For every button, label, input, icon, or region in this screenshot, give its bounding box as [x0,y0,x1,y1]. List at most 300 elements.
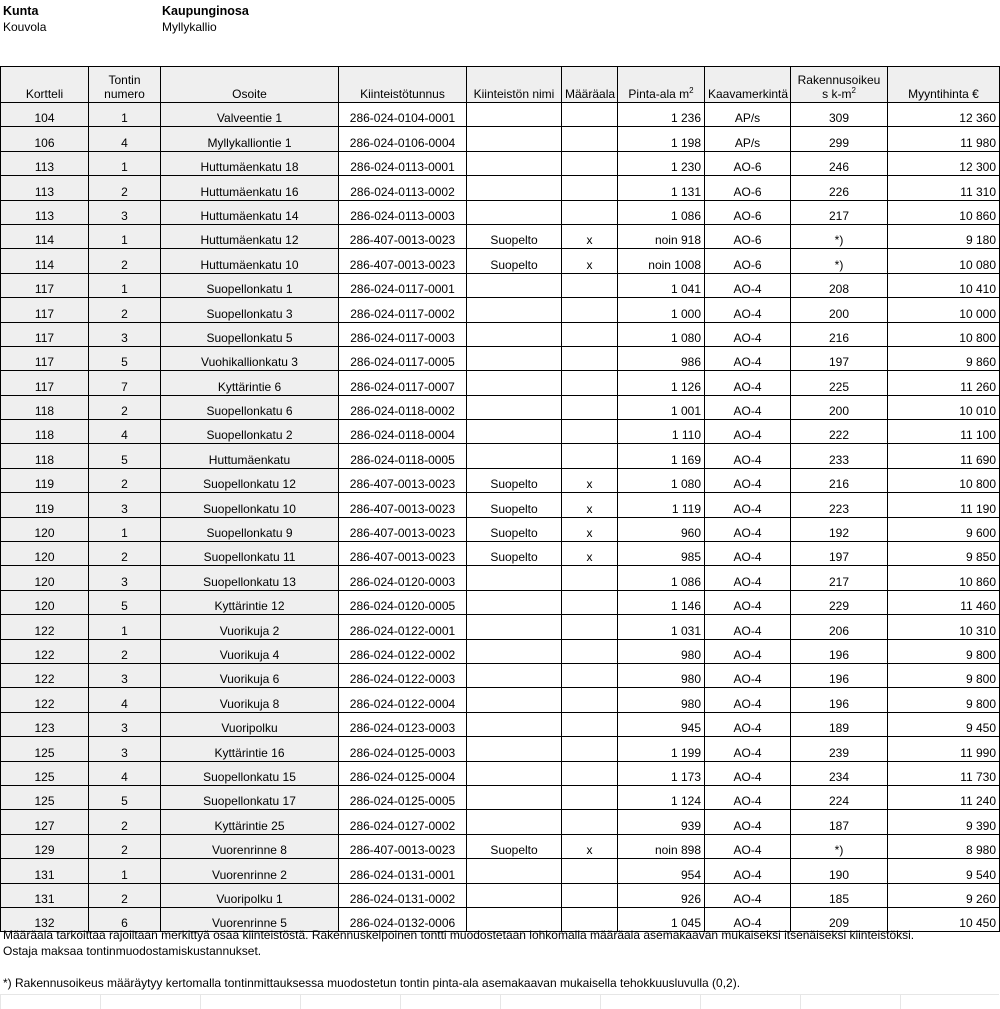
cell-kortteli: 114 [1,249,89,273]
cell-kiinteiston-nimi [467,176,562,200]
cell-kaavamerkinta: AO-4 [705,810,791,834]
cell-maaraala [562,810,618,834]
cell-kiinteistotunnus: 286-024-0117-0007 [339,371,467,395]
cell-kiinteistotunnus: 286-024-0117-0003 [339,322,467,346]
cell-tontin-numero: 4 [89,688,161,712]
cell-kaavamerkinta: AO-6 [705,224,791,248]
cell-osoite: Suopellonkatu 11 [161,542,339,566]
cell-maaraala [562,371,618,395]
cell-rakennusoikeus: *) [791,224,888,248]
cell-kortteli: 113 [1,176,89,200]
cell-pinta-ala: noin 898 [618,834,705,858]
cell-myyntihinta: 9 390 [888,810,1000,834]
table-row [1,444,1000,468]
cell-maaraala: x [562,249,618,273]
note-rakennusoikeus [3,976,993,992]
cell-kiinteiston-nimi [467,615,562,639]
cell-tontin-numero: 4 [89,761,161,785]
cell-kiinteistotunnus: 286-024-0123-0003 [339,712,467,736]
cell-maaraala [562,639,618,663]
cell-kaavamerkinta: AO-4 [705,517,791,541]
cell-kiinteiston-nimi [467,444,562,468]
cell-kortteli: 120 [1,566,89,590]
table-row [1,346,1000,370]
table-row [1,176,1000,200]
cell-kiinteiston-nimi [467,103,562,127]
cell-tontin-numero: 5 [89,444,161,468]
kunta-label: Kunta [3,4,39,18]
cell-rakennusoikeus: 309 [791,103,888,127]
cell-kiinteiston-nimi [467,663,562,687]
cell-tontin-numero: 2 [89,395,161,419]
cell-kortteli: 119 [1,468,89,492]
table-row [1,493,1000,517]
col-tontin-numero: Tontin numero [89,67,161,103]
table-row [1,127,1000,151]
cell-kortteli: 117 [1,322,89,346]
table-row [1,590,1000,614]
cell-myyntihinta: 10 450 [888,907,1000,931]
cell-tontin-numero: 2 [89,639,161,663]
cell-kiinteiston-nimi [467,737,562,761]
cell-osoite: Suopellonkatu 2 [161,420,339,444]
cell-osoite: Vuorikuja 2 [161,615,339,639]
cell-maaraala: x [562,468,618,492]
cell-kortteli: 122 [1,663,89,687]
cell-pinta-ala: 1 131 [618,176,705,200]
table-row [1,420,1000,444]
col-kortteli: Kortteli [1,67,89,103]
cell-pinta-ala: 1 173 [618,761,705,785]
cell-kortteli: 118 [1,444,89,468]
cell-pinta-ala: 1 199 [618,737,705,761]
cell-kiinteistotunnus: 286-024-0113-0001 [339,151,467,175]
table-row [1,566,1000,590]
cell-pinta-ala: 1 086 [618,200,705,224]
cell-osoite: Myllykalliontie 1 [161,127,339,151]
cell-tontin-numero: 2 [89,298,161,322]
cell-pinta-ala: 1 230 [618,151,705,175]
cell-kaavamerkinta: AO-4 [705,542,791,566]
table-row [1,761,1000,785]
cell-rakennusoikeus: 196 [791,663,888,687]
cell-maaraala [562,395,618,419]
cell-kortteli: 104 [1,103,89,127]
cell-maaraala [562,176,618,200]
cell-maaraala [562,590,618,614]
cell-osoite: Huttumäenkatu 12 [161,224,339,248]
cell-kiinteistotunnus: 286-024-0122-0004 [339,688,467,712]
cell-kiinteiston-nimi: Suopelto [467,249,562,273]
cell-pinta-ala: 945 [618,712,705,736]
cell-tontin-numero: 1 [89,151,161,175]
cell-tontin-numero: 7 [89,371,161,395]
cell-maaraala: x [562,834,618,858]
cell-kiinteistotunnus: 286-024-0125-0003 [339,737,467,761]
cell-tontin-numero: 1 [89,224,161,248]
cell-myyntihinta: 11 260 [888,371,1000,395]
cell-kiinteiston-nimi: Suopelto [467,834,562,858]
table-row [1,639,1000,663]
cell-rakennusoikeus: 189 [791,712,888,736]
cell-tontin-numero: 3 [89,712,161,736]
cell-kiinteistotunnus: 286-407-0013-0023 [339,542,467,566]
cell-rakennusoikeus: *) [791,249,888,273]
cell-maaraala [562,883,618,907]
cell-kiinteiston-nimi [467,127,562,151]
col-kaavamerkinta: Kaavamerkintä [705,67,791,103]
cell-kiinteistotunnus: 286-024-0106-0004 [339,127,467,151]
cell-kaavamerkinta: AP/s [705,127,791,151]
col-kiinteiston-nimi: Kiinteistön nimi [467,67,562,103]
cell-maaraala [562,859,618,883]
kaupunginosa-label: Kaupunginosa [162,4,249,18]
cell-rakennusoikeus: 223 [791,493,888,517]
cell-kiinteistotunnus: 286-407-0013-0023 [339,834,467,858]
cell-pinta-ala: 980 [618,688,705,712]
cell-kaavamerkinta: AO-4 [705,493,791,517]
cell-pinta-ala: 1 086 [618,566,705,590]
cell-kiinteiston-nimi [467,273,562,297]
cell-kiinteiston-nimi [467,322,562,346]
cell-maaraala [562,688,618,712]
cell-kiinteiston-nimi [467,346,562,370]
kunta-value: Kouvola [3,20,47,34]
cell-kiinteiston-nimi [467,420,562,444]
cell-myyntihinta: 9 800 [888,688,1000,712]
cell-tontin-numero: 2 [89,176,161,200]
cell-tontin-numero: 2 [89,542,161,566]
cell-kiinteistotunnus: 286-024-0122-0001 [339,615,467,639]
table-row [1,371,1000,395]
cell-rakennusoikeus: 200 [791,298,888,322]
cell-kiinteiston-nimi [467,371,562,395]
cell-pinta-ala: 1 146 [618,590,705,614]
cell-osoite: Huttumäenkatu 10 [161,249,339,273]
cell-osoite: Huttumäenkatu 18 [161,151,339,175]
cell-pinta-ala: 1 000 [618,298,705,322]
cell-maaraala [562,346,618,370]
cell-maaraala [562,444,618,468]
cell-kortteli: 129 [1,834,89,858]
col-rakennusoikeus: Rakennusoikeu s $k-m^2$ [791,67,888,103]
col-myyntihinta: Myyntihinta € [888,67,1000,103]
col-kiinteistotunnus: Kiinteistötunnus [339,67,467,103]
cell-kiinteistotunnus: 286-407-0013-0023 [339,249,467,273]
cell-kortteli: 113 [1,200,89,224]
cell-kiinteistotunnus: 286-024-0125-0004 [339,761,467,785]
cell-osoite: Suopellonkatu 13 [161,566,339,590]
cell-tontin-numero: 2 [89,834,161,858]
cell-pinta-ala: 1 110 [618,420,705,444]
cell-kiinteistotunnus: 286-024-0131-0001 [339,859,467,883]
cell-kaavamerkinta: AO-6 [705,176,791,200]
cell-kaavamerkinta: AO-6 [705,151,791,175]
cell-kaavamerkinta: AO-4 [705,859,791,883]
cell-osoite: Vuorikuja 8 [161,688,339,712]
cell-pinta-ala: 1 001 [618,395,705,419]
cell-kaavamerkinta: AO-4 [705,322,791,346]
table-row [1,468,1000,492]
table-row [1,883,1000,907]
cell-pinta-ala: 1 041 [618,273,705,297]
cell-kortteli: 106 [1,127,89,151]
cell-pinta-ala: 960 [618,517,705,541]
cell-rakennusoikeus: 197 [791,346,888,370]
cell-maaraala [562,298,618,322]
cell-kortteli: 120 [1,542,89,566]
cell-kiinteiston-nimi: Suopelto [467,224,562,248]
cell-osoite: Vuorenrinne 5 [161,907,339,931]
cell-myyntihinta: 10 080 [888,249,1000,273]
cell-pinta-ala: noin 918 [618,224,705,248]
note-maaraala [3,928,993,959]
sheet-gridlines [0,994,999,1009]
cell-rakennusoikeus: 216 [791,468,888,492]
cell-pinta-ala: 1 080 [618,468,705,492]
cell-kiinteistotunnus: 286-024-0122-0003 [339,663,467,687]
cell-osoite: Huttumäenkatu 16 [161,176,339,200]
cell-kiinteiston-nimi [467,298,562,322]
cell-kortteli: 120 [1,517,89,541]
cell-tontin-numero: 5 [89,785,161,809]
cell-kiinteistotunnus: 286-024-0117-0005 [339,346,467,370]
cell-kaavamerkinta: AO-6 [705,249,791,273]
note-line-1: Määräala tarkoittaa rajoiltaan merkittyä osaa kiinteistöstä. Rakennuskelpoinen tontti muodostetaan lohkomalla määräala asemakaavan mukaiseksi itsenäiseksi kiinteistöksi. [3,928,915,942]
cell-myyntihinta: 11 690 [888,444,1000,468]
cell-rakennusoikeus: 196 [791,688,888,712]
cell-kiinteistotunnus: 286-024-0113-0003 [339,200,467,224]
table-row [1,273,1000,297]
cell-tontin-numero: 1 [89,859,161,883]
cell-osoite: Huttumäenkatu 14 [161,200,339,224]
cell-rakennusoikeus: 224 [791,785,888,809]
cell-tontin-numero: 4 [89,127,161,151]
cell-rakennusoikeus: 239 [791,737,888,761]
cell-kiinteistotunnus: 286-024-0104-0001 [339,103,467,127]
cell-kortteli: 123 [1,712,89,736]
cell-maaraala [562,737,618,761]
cell-kiinteistotunnus: 286-024-0118-0002 [339,395,467,419]
cell-osoite: Vuoripolku 1 [161,883,339,907]
table-row [1,395,1000,419]
cell-myyntihinta: 9 800 [888,639,1000,663]
cell-tontin-numero: 6 [89,907,161,931]
cell-myyntihinta: 11 310 [888,176,1000,200]
cell-rakennusoikeus: 200 [791,395,888,419]
cell-kiinteistotunnus: 286-024-0118-0005 [339,444,467,468]
cell-kaavamerkinta: AO-4 [705,420,791,444]
cell-kiinteiston-nimi [467,712,562,736]
cell-pinta-ala: 1 169 [618,444,705,468]
cell-pinta-ala: 1 236 [618,103,705,127]
cell-osoite: Huttumäenkatu [161,444,339,468]
cell-osoite: Vuorenrinne 8 [161,834,339,858]
cell-pinta-ala: 1 080 [618,322,705,346]
plot-table [0,66,1000,932]
cell-osoite: Valveentie 1 [161,103,339,127]
cell-tontin-numero: 2 [89,468,161,492]
cell-kiinteiston-nimi [467,810,562,834]
cell-kaavamerkinta: AO-4 [705,395,791,419]
cell-osoite: Vuorikuja 6 [161,663,339,687]
cell-kortteli: 125 [1,737,89,761]
cell-kiinteiston-nimi: Suopelto [467,517,562,541]
table-row [1,688,1000,712]
cell-kiinteiston-nimi [467,883,562,907]
cell-kiinteistotunnus: 286-407-0013-0023 [339,468,467,492]
cell-kiinteiston-nimi: Suopelto [467,493,562,517]
cell-kaavamerkinta: AO-4 [705,785,791,809]
cell-kaavamerkinta: AO-4 [705,298,791,322]
cell-myyntihinta: 9 450 [888,712,1000,736]
cell-pinta-ala: 926 [618,883,705,907]
cell-pinta-ala: 1 031 [618,615,705,639]
table-row [1,663,1000,687]
cell-myyntihinta: 9 180 [888,224,1000,248]
cell-kaavamerkinta: AO-4 [705,639,791,663]
cell-maaraala [562,785,618,809]
cell-maaraala [562,712,618,736]
col-osoite: Osoite [161,67,339,103]
cell-pinta-ala: 1 119 [618,493,705,517]
cell-maaraala [562,127,618,151]
cell-kortteli: 122 [1,688,89,712]
cell-rakennusoikeus: 217 [791,566,888,590]
cell-kaavamerkinta: AO-4 [705,566,791,590]
cell-rakennusoikeus: 225 [791,371,888,395]
cell-osoite: Vuorikuja 4 [161,639,339,663]
cell-kiinteistotunnus: 286-024-0117-0001 [339,273,467,297]
cell-kiinteistotunnus: 286-024-0131-0002 [339,883,467,907]
cell-kaavamerkinta: AO-4 [705,761,791,785]
cell-rakennusoikeus: 226 [791,176,888,200]
table-row [1,322,1000,346]
cell-myyntihinta: 11 460 [888,590,1000,614]
cell-kiinteistotunnus: 286-024-0125-0005 [339,785,467,809]
cell-tontin-numero: 1 [89,273,161,297]
cell-rakennusoikeus: 192 [791,517,888,541]
cell-rakennusoikeus: 234 [791,761,888,785]
cell-rakennusoikeus: 233 [791,444,888,468]
table-row [1,834,1000,858]
col-maaraala: Määräala [562,67,618,103]
table-row [1,249,1000,273]
cell-maaraala [562,200,618,224]
cell-myyntihinta: 12 360 [888,103,1000,127]
cell-maaraala [562,566,618,590]
col-pinta-ala: Pinta-ala $m^2$ [618,67,705,103]
table-row [1,103,1000,127]
cell-rakennusoikeus: 197 [791,542,888,566]
table-header-row [1,67,1000,103]
table-row [1,712,1000,736]
cell-kaavamerkinta: AO-4 [705,590,791,614]
cell-kortteli: 117 [1,346,89,370]
cell-rakennusoikeus: 196 [791,639,888,663]
kaupunginosa-block [162,4,249,35]
cell-tontin-numero: 2 [89,249,161,273]
cell-kiinteistotunnus: 286-024-0117-0002 [339,298,467,322]
cell-rakennusoikeus: 185 [791,883,888,907]
table-row [1,542,1000,566]
cell-maaraala [562,663,618,687]
kunta-block [3,4,46,35]
table-row [1,859,1000,883]
cell-maaraala: x [562,517,618,541]
cell-kaavamerkinta: AO-4 [705,615,791,639]
cell-kiinteiston-nimi [467,859,562,883]
cell-myyntihinta: 11 240 [888,785,1000,809]
cell-tontin-numero: 5 [89,346,161,370]
cell-maaraala [562,761,618,785]
cell-tontin-numero: 3 [89,566,161,590]
table-row [1,615,1000,639]
cell-myyntihinta: 10 310 [888,615,1000,639]
cell-myyntihinta: 11 980 [888,127,1000,151]
kaupunginosa-value: Myllykallio [162,20,217,34]
cell-tontin-numero: 3 [89,663,161,687]
cell-kiinteiston-nimi: Suopelto [467,468,562,492]
cell-pinta-ala: 1 198 [618,127,705,151]
cell-myyntihinta: 10 860 [888,566,1000,590]
cell-kaavamerkinta: AO-4 [705,371,791,395]
cell-tontin-numero: 4 [89,420,161,444]
cell-tontin-numero: 3 [89,493,161,517]
cell-osoite: Suopellonkatu 6 [161,395,339,419]
cell-rakennusoikeus: 208 [791,273,888,297]
cell-osoite: Suopellonkatu 1 [161,273,339,297]
cell-kiinteistotunnus: 286-024-0132-0006 [339,907,467,931]
cell-myyntihinta: 8 980 [888,834,1000,858]
cell-osoite: Kyttärintie 12 [161,590,339,614]
cell-kiinteiston-nimi [467,761,562,785]
cell-myyntihinta: 10 010 [888,395,1000,419]
cell-maaraala [562,103,618,127]
cell-pinta-ala: 954 [618,859,705,883]
cell-osoite: Vuohikallionkatu 3 [161,346,339,370]
note-line-2: Ostaja maksaa tontinmuodostamiskustannukset. [3,943,262,958]
cell-kortteli: 131 [1,859,89,883]
table-row [1,151,1000,175]
cell-kiinteistotunnus: 286-407-0013-0023 [339,493,467,517]
cell-rakennusoikeus: 217 [791,200,888,224]
cell-osoite: Kyttärintie 6 [161,371,339,395]
cell-osoite: Kyttärintie 16 [161,737,339,761]
cell-kaavamerkinta: AP/s [705,103,791,127]
cell-osoite: Suopellonkatu 10 [161,493,339,517]
table-row [1,224,1000,248]
cell-maaraala: x [562,224,618,248]
cell-kortteli: 120 [1,590,89,614]
cell-rakennusoikeus: 222 [791,420,888,444]
cell-kortteli: 131 [1,883,89,907]
cell-rakennusoikeus: 246 [791,151,888,175]
cell-pinta-ala: 1 045 [618,907,705,931]
note-line-3: *) Rakennusoikeus määräytyy kertomalla tontinmittauksessa muodostetun tontin pinta-ala asemakaavan mukaisella tehokkuusluvulla (0,2). [3,976,741,990]
cell-kiinteiston-nimi [467,785,562,809]
cell-kortteli: 113 [1,151,89,175]
cell-pinta-ala: 1 124 [618,785,705,809]
cell-kiinteiston-nimi: Suopelto [467,542,562,566]
cell-kaavamerkinta: AO-6 [705,200,791,224]
cell-rakennusoikeus: 187 [791,810,888,834]
cell-osoite: Suopellonkatu 15 [161,761,339,785]
cell-kiinteistotunnus: 286-024-0113-0002 [339,176,467,200]
cell-tontin-numero: 3 [89,322,161,346]
cell-kortteli: 122 [1,639,89,663]
cell-myyntihinta: 10 860 [888,200,1000,224]
